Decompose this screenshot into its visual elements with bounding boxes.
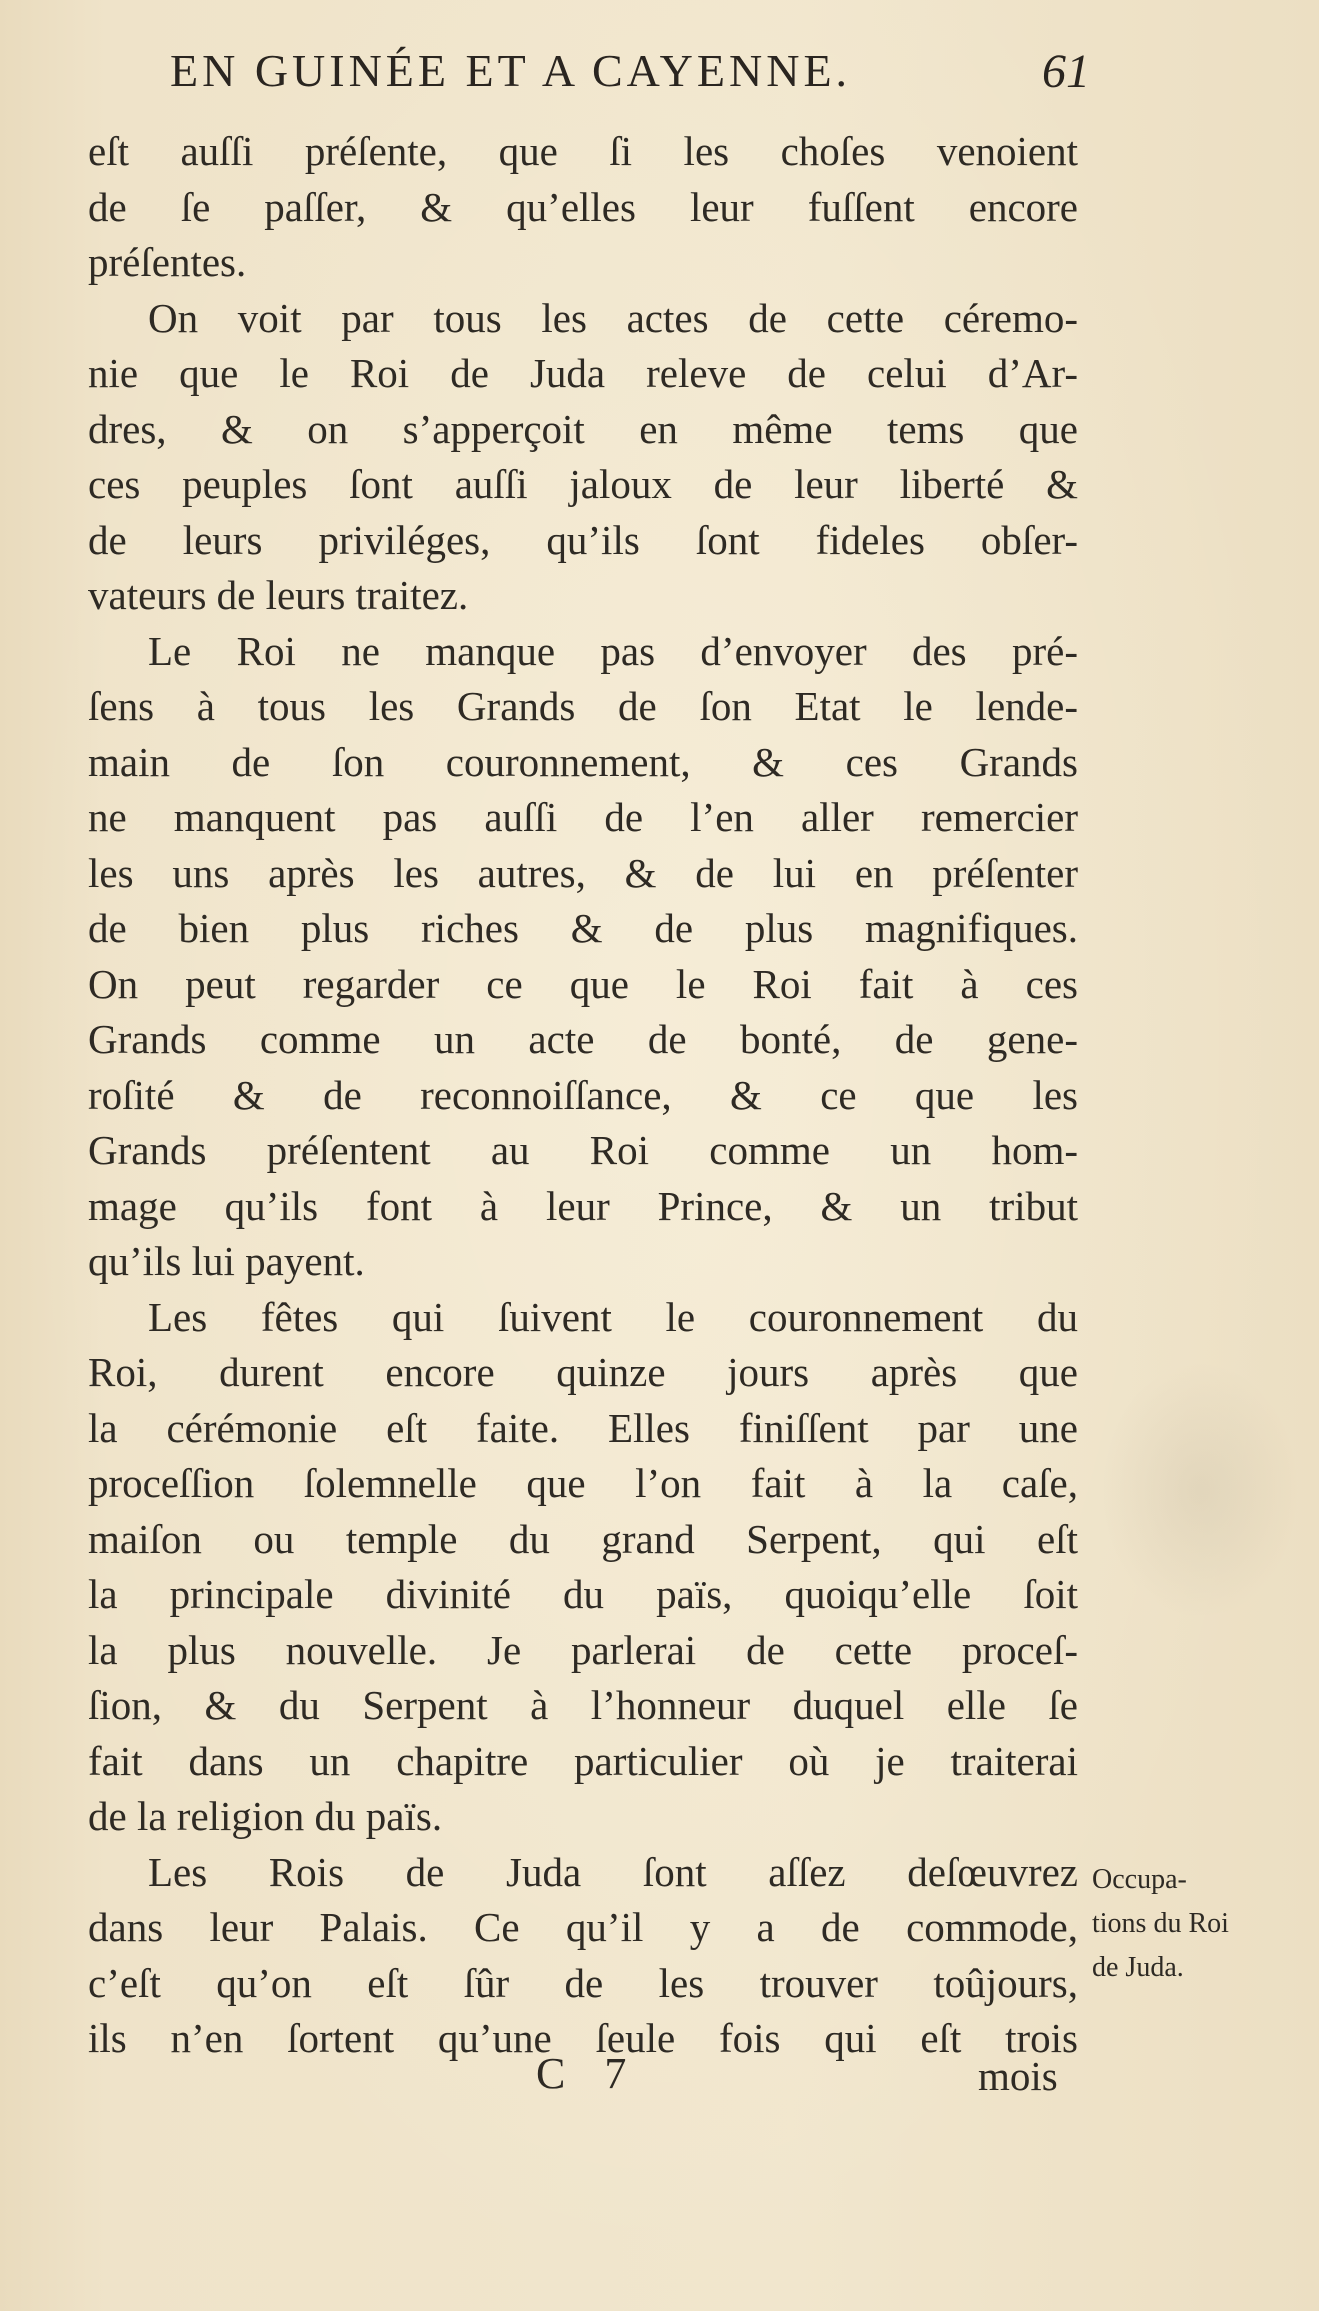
text-line: la plus nouvelle. Je parlerai de cette proceſ- <box>88 1626 1078 1673</box>
signature-mark: C 7 <box>536 2049 641 2098</box>
margin-note-line: de Juda. <box>1092 1952 1184 1983</box>
text-line: Les Rois de Juda ſont aſſez deſœuvrez <box>148 1848 1078 1895</box>
text-line: fait dans un chapitre particulier où je traiterai <box>88 1737 1078 1784</box>
text-line: proceſſion ſolemnelle que l’on fait à la caſe, <box>88 1460 1078 1506</box>
text-line: maiſon ou temple du grand Serpent, qui eſt <box>88 1515 1078 1562</box>
text-line: de ſe paſſer, & qu’elles leur fuſſent encore <box>88 183 1078 230</box>
text-line: qu’ils lui payent. <box>88 1238 365 1284</box>
running-head: EN GUINÉE ET A CAYENNE. <box>170 45 852 96</box>
text-line: vateurs de leurs traitez. <box>88 572 469 618</box>
text-line: préſentes. <box>88 239 247 285</box>
page-footer <box>0 2048 1319 2128</box>
text-line: On peut regarder ce que le Roi fait à ces <box>88 960 1078 1007</box>
body-text <box>88 124 1078 2067</box>
text-line: de bien plus riches & de plus magnifiques. <box>88 905 1078 951</box>
text-line: eſt auſſi préſente, que ſi les choſes venoient <box>88 128 1078 174</box>
text-line: la principale divinité du païs, quoiqu’elle ſoit <box>88 1571 1078 1617</box>
margin-note-line: Occupa- <box>1092 1864 1187 1895</box>
text-line: Les fêtes qui ſuivent le couronnement du <box>148 1293 1078 1340</box>
text-line: de la religion du païs. <box>88 1793 443 1839</box>
text-line: dans leur Palais. Ce qu’il y a de commode, <box>88 1904 1078 1950</box>
margin-note-line: tions du Roi <box>1092 1908 1229 1939</box>
text-line: Roi, durent encore quinze jours après que <box>88 1349 1078 1395</box>
text-line: Le Roi ne manque pas d’envoyer des pré- <box>148 627 1078 674</box>
text-line: dres, & on s’apperçoit en même tems que <box>88 405 1078 452</box>
text-line: les uns après les autres, & de lui en préſenter <box>88 849 1078 896</box>
text-line: nie que le Roi de Juda releve de celui d’Ar- <box>88 350 1078 396</box>
catchword: mois <box>978 2053 1058 2099</box>
page-header <box>170 44 1090 116</box>
text-line: Grands comme un acte de bonté, de gene- <box>88 1016 1078 1062</box>
text-line: ne manquent pas auſſi de l’en aller remercier <box>88 794 1078 840</box>
ink-show-through <box>1100 1360 1300 1620</box>
text-line: main de ſon couronnement, & ces Grands <box>88 738 1078 785</box>
text-line: de leurs priviléges, qu’ils ſont fideles obſer- <box>88 516 1078 563</box>
text-line: ils n’en ſortent qu’une ſeule fois qui eſt trois <box>88 2015 1078 2061</box>
page-number: 61 <box>1042 45 1090 98</box>
text-line: Grands préſentent au Roi comme un hom- <box>88 1127 1078 1173</box>
text-line: ces peuples ſont auſſi jaloux de leur liberté & <box>88 461 1078 507</box>
text-line: c’eſt qu’on eſt ſûr de les trouver toûjours, <box>88 1959 1078 2006</box>
text-line: On voit par tous les actes de cette céremo- <box>148 294 1078 341</box>
margin-note <box>1092 1858 1317 1990</box>
text-line: ſion, & du Serpent à l’honneur duquel elle ſe <box>88 1682 1078 1728</box>
text-line: mage qu’ils font à leur Prince, & un tribut <box>88 1182 1078 1229</box>
text-line: la cérémonie eſt faite. Elles finiſſent par une <box>88 1404 1078 1451</box>
text-line: roſité & de reconnoiſſance, & ce que les <box>88 1071 1078 1118</box>
text-line: ſens à tous les Grands de ſon Etat le lende- <box>88 683 1078 729</box>
